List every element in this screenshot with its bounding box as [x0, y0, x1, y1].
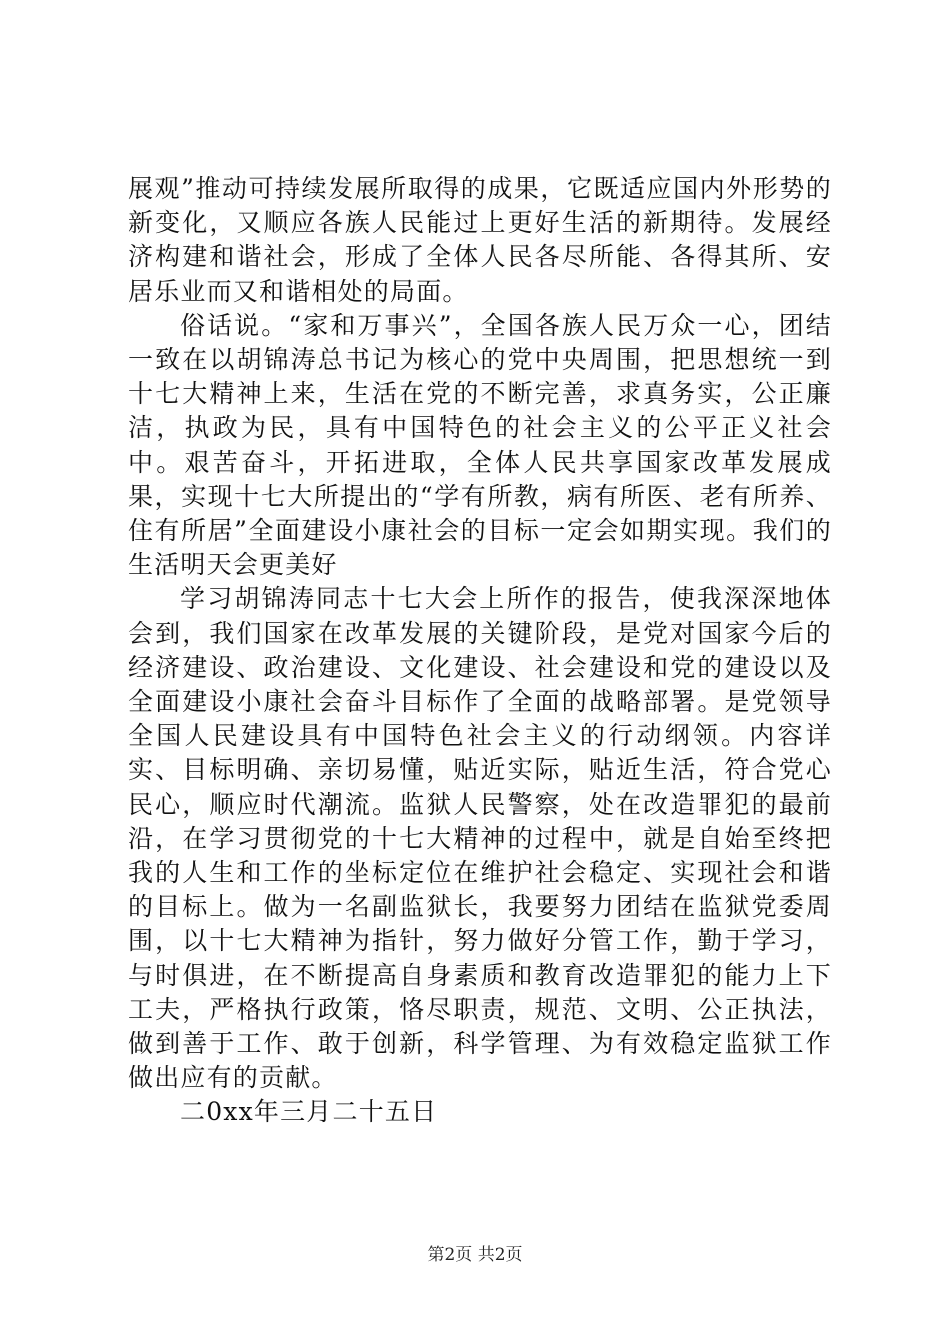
page-number-footer: 第2页 共2页 — [427, 1245, 523, 1265]
paragraph-1: 展观”推动可持续发展所取得的成果，它既适应国内外形势的新变化，又顺应各族人民能过上更好生活的新期待。发展经济构建和谐社会，形成了全体人民各尽所能、各得其所、安居乐业而又和谐相处的局面。 — [128, 174, 832, 306]
document-date: 二0xx年三月二十五日 — [180, 1097, 438, 1127]
document-body — [128, 172, 832, 1130]
paragraph-2: 俗话说。“家和万事兴”，全国各族人民万众一心，团结一致在以胡锦涛总书记为核心的党中央周围，把思想统一到十七大精神上来，生活在党的不断完善，求真务实，公正廉洁，执政为民，具有中国特色的社会主义的公平正义社会中。艰苦奋斗，开拓进取，全体人民共享国家改革发展成果，实现十七大所提出的“学有所教，病有所医、老有所养、住有所居”全面建设小康社会的目标一定会如期实现。我们的生活明天会更美好 — [128, 310, 832, 580]
paragraph-3: 学习胡锦涛同志十七大会上所作的报告，使我深深地体会到，我们国家在改革发展的关键阶段，是党对国家今后的经济建设、政治建设、文化建设、社会建设和党的建设以及全面建设小康社会奋斗目标作了全面的战略部署。是党领导全国人民建设具有中国特色社会主义的行动纲领。内容详实、目标明确、亲切易懂，贴近实际，贴近生活，符合党心民心，顺应时代潮流。监狱人民警察，处在改造罪犯的最前沿，在学习贯彻党的十七大精神的过程中，就是自始至终把我的人生和工作的坐标定位在维护社会稳定、实现社会和谐的目标上。做为一名副监狱长，我要努力团结在监狱党委周围，以十七大精神为指针，努力做好分管工作，勤于学习，与时俱进，在不断提高自身素质和教育改造罪犯的能力上下工夫，严格执行政策，恪尽职责，规范、文明、公正执法，做到善于工作、敢于创新，科学管理、为有效稳定监狱工作做出应有的贡献。 — [128, 584, 832, 1093]
